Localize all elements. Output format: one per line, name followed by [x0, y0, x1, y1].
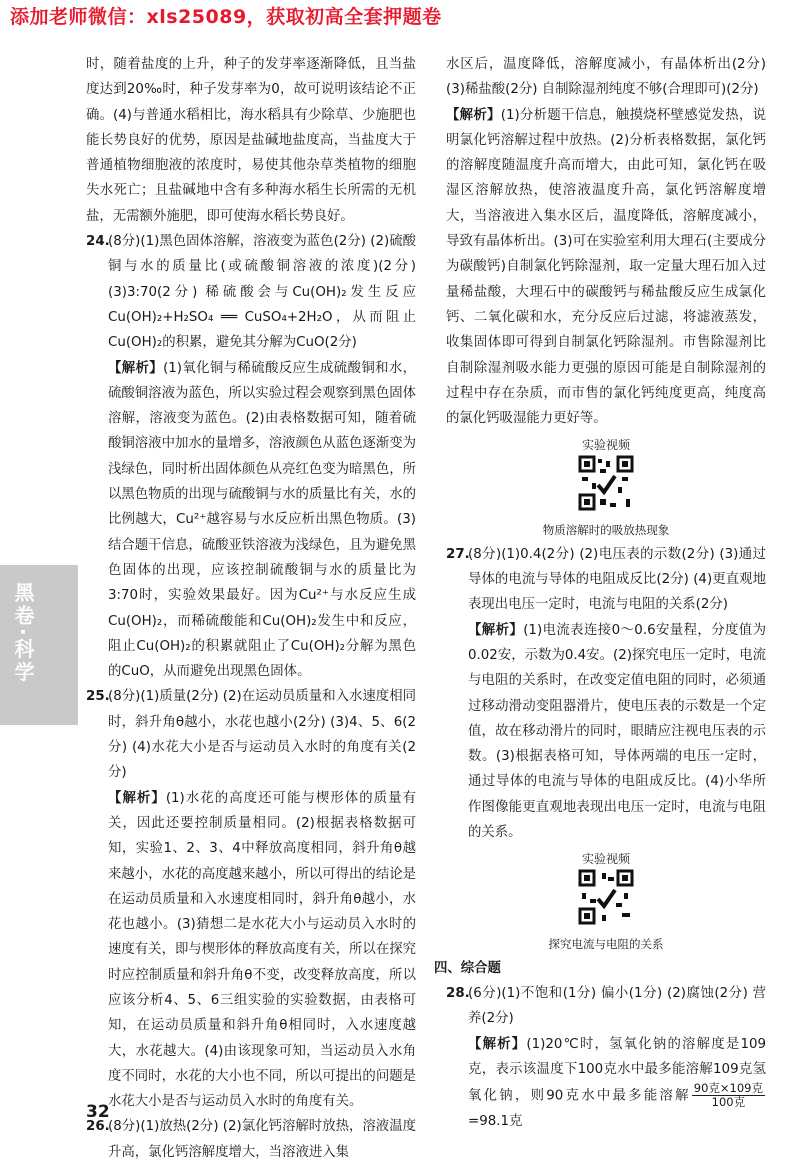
analysis-text: (1)水花的高度还可能与楔形体的质量有关，因此还要控制质量相同。(2)根据表格数据可知，实验1、2、3、4中释放高度相同，斜升角θ越来越小，水花的高度越来越小，所以可得出的结论是在运动员质量和入水速度相同时，斜升角θ越小，水花也越小。(3)猜想二是水花大小与运动员入水时的速度有关，即与楔形体的释放高度有关，所以在探究时应控制质量和斜升角θ不变，改变释放高度，所以应该分析4、5、6三组实验的实验数据，由表格可知，在运动员质量和斜升角θ相同时，入水速度越大，水花越大。(4)由该现象可知，当运动员入水角度不同时，水花的大小也不同，所以可提出的问题是水花大小是否与运动员入水时的角度有关。 — [108, 790, 417, 1110]
qr-title: 实验视频 — [581, 438, 630, 453]
analysis — [108, 356, 416, 685]
left-column — [86, 52, 416, 1165]
analysis-label: 【解析】 — [468, 622, 524, 638]
analysis — [108, 786, 416, 1115]
analysis — [446, 103, 766, 432]
side-tab-label: 黑卷·科学 — [11, 582, 35, 685]
question-25 — [86, 684, 416, 1114]
question-26 — [86, 1114, 416, 1165]
question-number: 27. — [446, 546, 470, 562]
right-column — [434, 52, 767, 1134]
answer-text: (8分)(1)质量(2分) (2)在运动员质量和入水速度相同时，斜升角θ越小，水花也越小(2分) (3)4、5、6(2分) (4)水花大小是否与运动员入水时的角度有关(2分) — [108, 689, 416, 781]
question-24 — [86, 229, 416, 684]
analysis-label: 【解析】 — [108, 790, 166, 806]
fraction-denominator: 100克 — [711, 1095, 746, 1110]
qr-title: 实验视频 — [581, 852, 630, 867]
watermark-banner: 添加老师微信：xls25089，获取初高全套押题卷 — [10, 6, 442, 28]
analysis-text: (1)20℃时，氢氧化钠的溶解度是109克，表示该温度下100克水中最多能溶解109克氢氧化钠，则90克水中最多能溶解 — [468, 1036, 767, 1104]
q23-continuation: 时，随着盐度的上升，种子的发芽率逐渐降低，且当盐度达到20‰时，种子发芽率为0，故可说明该结论不正确。(4)与普通水稻相比，海水稻具有少除草、少施肥也能长势良好的优势，原因是盐碱地盐度高，当盐度大于普通植物细胞液的浓度时，易使其他杂草类植物的细胞失水死亡；且盐碱地中含有多种海水稻生长所需的无机盐，无需额外施肥，即可使海水稻长势良好。 — [86, 57, 416, 224]
analysis-label: 【解析】 — [108, 360, 164, 376]
analysis — [468, 1032, 766, 1135]
analysis-text: (1)氧化铜与稀硫酸反应生成硫酸铜和水，硫酸铜溶液为蓝色，所以实验过程会观察到黑色固体溶解，溶液变为蓝色。(2)由表格数据可知，随着硫酸铜溶液中加水的量增多，溶液颜色从蓝色逐渐变为浅绿色，同时析出固体颜色从亮红色变为暗黑色，所以黑色物质的出现与硫酸铜与水的质量比有关，水的比例越大，Cu²⁺越容易与水反应析出黑色物质。(3)结合题干信息，硫酸亚铁溶液为浅绿色，且为避免黑色固体的出现，应该控制硫酸铜与水的质量比为3:70时，实验效果最好。因为Cu²⁺与水反应生成Cu(OH)₂，而稀硫酸能和Cu(OH)₂发生中和反应，阻止Cu(OH)₂的积累就阻止了Cu(OH)₂分解为黑色的CuO，从而避免出现黑色固体。 — [108, 360, 417, 680]
qr-code-icon[interactable] — [578, 455, 634, 511]
question-28 — [446, 981, 766, 1134]
analysis-text: (1)分析题干信息，触摸烧杯壁感觉发热，说明氯化钙溶解过程中放热。(2)分析表格数据，氯化钙的溶解度随温度升高而增大，由此可知，氯化钙在吸湿区溶解放热，使溶液温度升高，氯化钙溶解度增大，当溶液进入集水区后，温度降低，溶解度减小，导致有晶体析出。(3)可在实验室利用大理石(主要成分为碳酸钙)自制氯化钙除湿剂，取一定量大理石加入过量稀盐酸，大理石中的碳酸钙与稀盐酸反应生成氯化钙、二氧化碳和水，充分反应后过滤，将滤液蒸发，收集固体即可得到自制氯化钙除湿剂。市售除湿剂比自制除湿剂吸水能力更强的原因可能是自制除湿剂的过程中存在杂质，而市售的氯化钙纯度更高，纯度高的氯化钙吸湿能力更好等。 — [446, 107, 766, 427]
question-number: 28. — [446, 985, 470, 1001]
question-number: 25. — [86, 689, 110, 705]
question-number: 24. — [86, 234, 110, 250]
fraction-result: =98.1克 — [468, 1114, 523, 1130]
question-27 — [446, 542, 766, 846]
qr-video-block — [446, 437, 766, 537]
analysis — [468, 618, 766, 846]
qr-video-block — [446, 851, 766, 951]
analysis-text: (1)电流表连接0～0.6安量程，分度值为0.02安，示数为0.4安。(2)探究电压一定时，电流与电阻的关系时，在改变定值电阻的同时，必须通过移动滑动变阻器滑片，使电压表的示数是一个定值，故在移动滑片的同时，眼睛应注视电压表的示数。(3)根据表格可知，导体两端的电压一定时，通过导体的电流与导体的电阻成反比。(4)小华所作图像能更直观地表现出电压一定时，电流与电阻的关系。 — [468, 622, 766, 841]
analysis-label: 【解析】 — [468, 1036, 527, 1052]
analysis-label: 【解析】 — [446, 107, 501, 123]
fraction — [692, 1082, 765, 1109]
fraction-numerator: 90克×109克 — [693, 1081, 763, 1096]
answer-text: (6分)(1)不饱和(1分) 偏小(1分) (2)腐蚀(2分) 营养(2分) — [468, 985, 766, 1027]
qr-caption: 探究电流与电阻的关系 — [548, 936, 664, 951]
section-title: 四、综合题 — [434, 960, 501, 976]
answer-text: (8分)(1)黑色固体溶解，溶液变为蓝色(2分) (2)硫酸铜与水的质量比(或硫酸铜溶液的浓度)(2分) (3)3:70(2分) 稀硫酸会与Cu(OH)₂发生反应Cu(OH)₂+H₂SO₄ ══ CuSO₄+2H₂O，从而阻止Cu(OH)₂的积累，避免其分解为CuO(2分) — [108, 234, 416, 351]
qr-code-icon[interactable] — [578, 869, 634, 925]
q26-answer-continuation: 水区后，温度降低，溶解度减小，有晶体析出(2分) (3)稀盐酸(2分) 自制除湿剂纯度不够(合理即可)(2分) — [446, 57, 766, 98]
question-number: 26. — [86, 1119, 110, 1135]
page-number: 32 — [86, 1102, 110, 1122]
qr-caption: 物质溶解时的吸放热现象 — [542, 522, 670, 537]
answer-text: (8分)(1)0.4(2分) (2)电压表的示数(2分) (3)通过导体的电流与导体的电阻成反比(2分) (4)更直观地表现出电压一定时，电流与电阻的关系(2分) — [468, 546, 766, 613]
answer-text: (8分)(1)放热(2分) (2)氯化钙溶解时放热，溶液温度升高，氯化钙溶解度增大，当溶液进入集 — [108, 1119, 416, 1160]
